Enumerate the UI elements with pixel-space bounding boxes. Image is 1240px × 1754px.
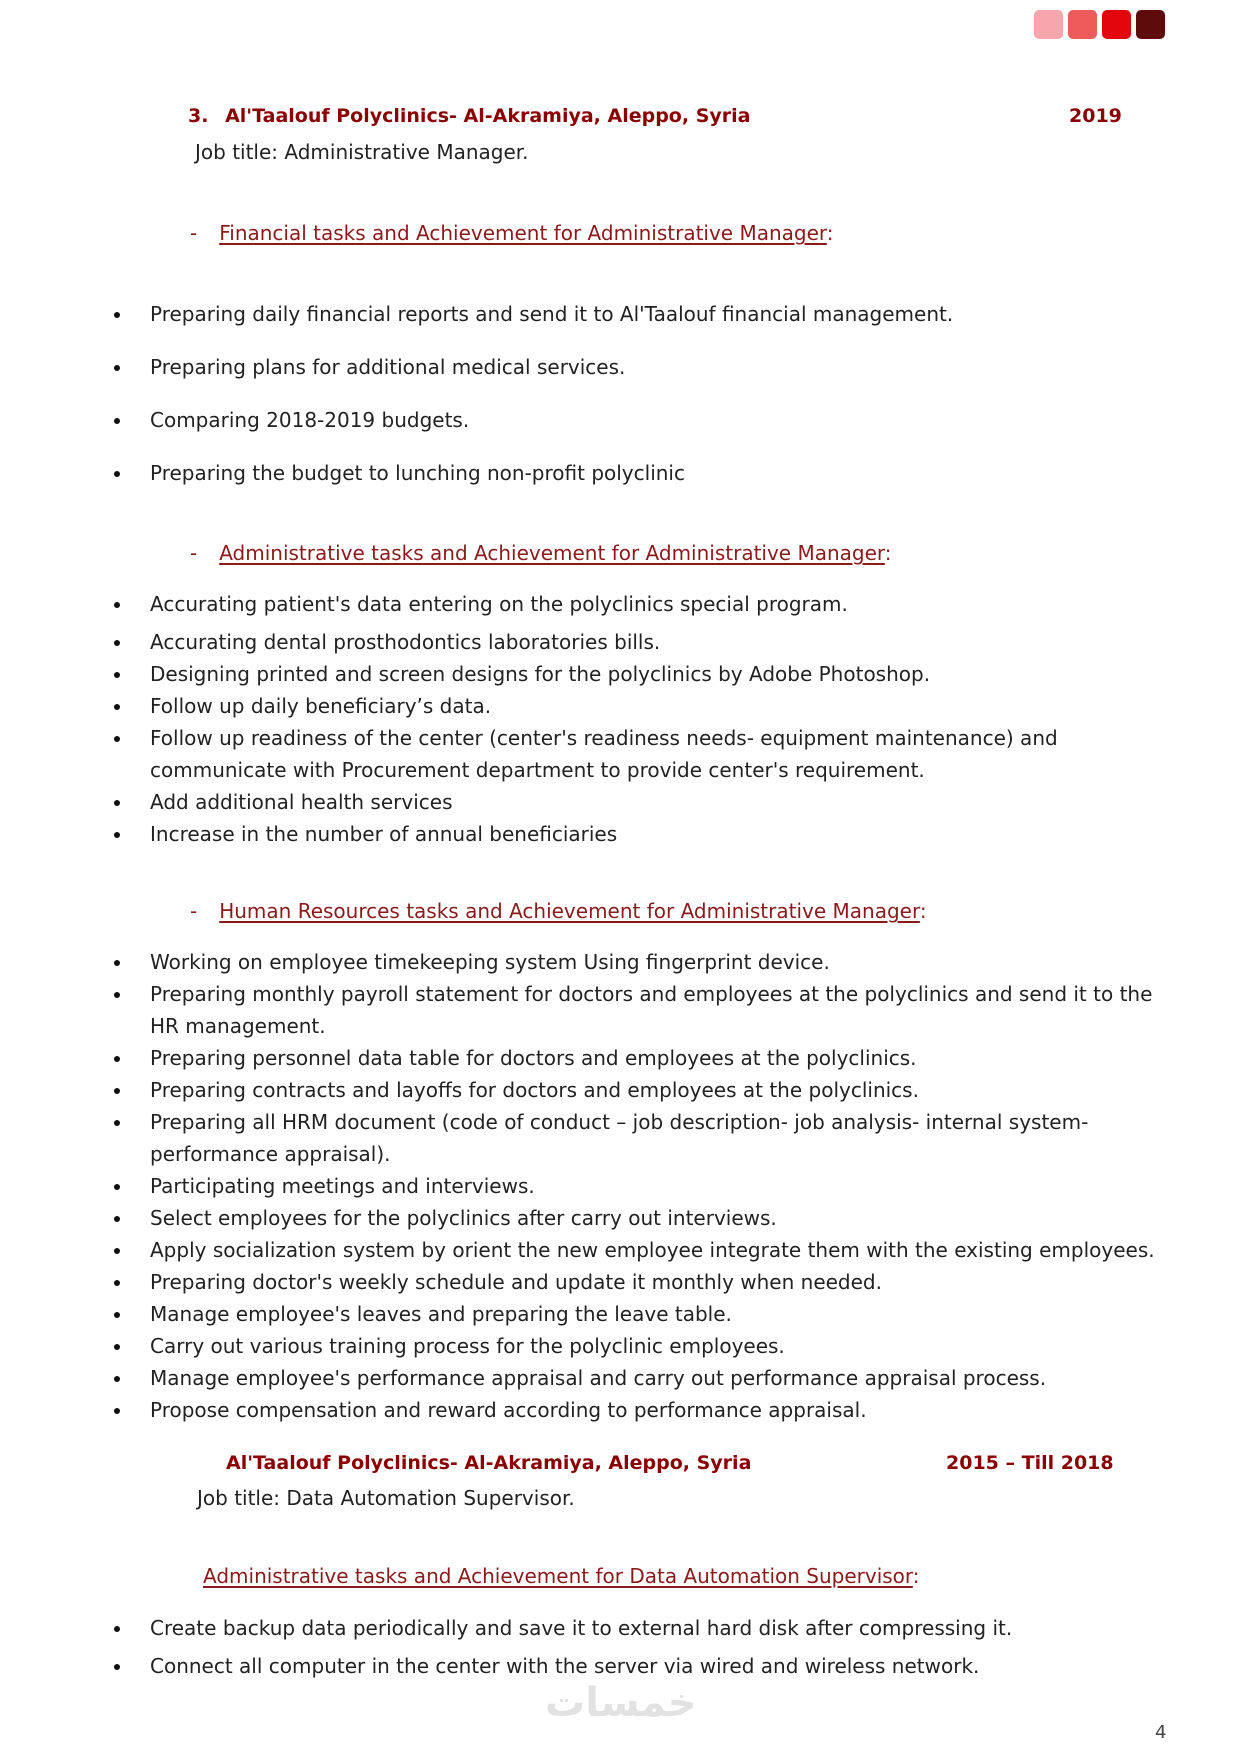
list-item: Preparing all HRM document (code of conduct – job description- job analysis- internal system- performance appraisal).	[0, 1106, 1240, 1170]
list-item: Propose compensation and reward according to performance appraisal.	[0, 1394, 1240, 1426]
list-item: Follow up daily beneficiary’s data.	[0, 690, 1240, 722]
financial-title: Financial tasks and Achievement for Administrative Manager	[219, 221, 827, 245]
list-item: Comparing 2018-2019 budgets.	[0, 404, 1240, 436]
administrative-dash: -	[190, 541, 198, 565]
list-item: Select employees for the polyclinics after carry out interviews.	[0, 1202, 1240, 1234]
list-item: Add additional health services	[0, 786, 1240, 818]
data-automation-task-list	[0, 1612, 1240, 1682]
list-item: Preparing plans for additional medical services.	[0, 351, 1240, 383]
hr-title: Human Resources tasks and Achievement for Administrative Manager	[219, 899, 920, 923]
financial-section-title	[190, 221, 834, 245]
decor-square-4	[1136, 10, 1165, 39]
list-item: Apply socialization system by orient the new employee integrate them with the existing employees.	[0, 1234, 1240, 1266]
hr-task-list	[0, 946, 1240, 1426]
job2-employer: Al'Taalouf Polyclinics- Al-Akramiya, Aleppo, Syria	[226, 1452, 752, 1474]
financial-task-list	[0, 298, 1240, 510]
list-item: Increase in the number of annual beneficiaries	[0, 818, 1240, 850]
page-number: 4	[1155, 1722, 1167, 1743]
list-item: Participating meetings and interviews.	[0, 1170, 1240, 1202]
decor-square-3	[1102, 10, 1131, 39]
list-item: Preparing monthly payroll statement for doctors and employees at the polyclinics and send it to the HR management.	[0, 978, 1240, 1042]
list-item: Preparing doctor's weekly schedule and update it monthly when needed.	[0, 1266, 1240, 1298]
list-item: Accurating patient's data entering on the polyclinics special program.	[0, 588, 1240, 620]
data-automation-title: Administrative tasks and Achievement for Data Automation Supervisor	[203, 1564, 913, 1588]
list-item: Preparing contracts and layoffs for doctors and employees at the polyclinics.	[0, 1074, 1240, 1106]
job2-title: Job title: Data Automation Supervisor.	[197, 1486, 575, 1510]
list-item: Accurating dental prosthodontics laboratories bills.	[0, 626, 1240, 658]
list-item: Create backup data periodically and save it to external hard disk after compressing it.	[0, 1612, 1240, 1644]
list-item: Working on employee timekeeping system Using fingerprint device.	[0, 946, 1240, 978]
administrative-task-list	[0, 588, 1240, 850]
list-item: Preparing the budget to lunching non-profit polyclinic	[0, 457, 1240, 489]
job1-employer: Al'Taalouf Polyclinics- Al-Akramiya, Aleppo, Syria	[225, 105, 751, 127]
hr-dash: -	[190, 899, 198, 923]
decor-square-1	[1034, 10, 1063, 39]
job1-heading	[188, 105, 750, 127]
list-item: Carry out various training process for the polyclinic employees.	[0, 1330, 1240, 1362]
list-item: Follow up readiness of the center (center's readiness needs- equipment maintenance) and communicate with Procurement department to provide center's requirement.	[0, 722, 1240, 786]
hr-colon: :	[919, 899, 927, 923]
administrative-colon: :	[884, 541, 892, 565]
list-item: Manage employee's leaves and preparing the leave table.	[0, 1298, 1240, 1330]
header-decoration	[1034, 10, 1165, 39]
list-item: Connect all computer in the center with the server via wired and wireless network.	[0, 1650, 1240, 1682]
job1-year: 2019	[1069, 105, 1122, 127]
data-automation-colon: :	[912, 1564, 920, 1588]
data-automation-section-title	[203, 1564, 920, 1588]
job1-number: 3.	[188, 105, 209, 127]
financial-colon: :	[826, 221, 834, 245]
watermark-logo: خمسات	[545, 1680, 697, 1726]
list-item: Preparing personnel data table for doctors and employees at the polyclinics.	[0, 1042, 1240, 1074]
decor-square-2	[1068, 10, 1097, 39]
financial-dash: -	[190, 221, 198, 245]
hr-section-title	[190, 899, 927, 923]
administrative-title: Administrative tasks and Achievement for Administrative Manager	[219, 541, 885, 565]
list-item: Preparing daily financial reports and send it to Al'Taalouf financial management.	[0, 298, 1240, 330]
job2-years: 2015 – Till 2018	[946, 1452, 1114, 1474]
administrative-section-title	[190, 541, 892, 565]
list-item: Designing printed and screen designs for the polyclinics by Adobe Photoshop.	[0, 658, 1240, 690]
list-item: Manage employee's performance appraisal and carry out performance appraisal process.	[0, 1362, 1240, 1394]
job1-title: Job title: Administrative Manager.	[195, 140, 529, 164]
